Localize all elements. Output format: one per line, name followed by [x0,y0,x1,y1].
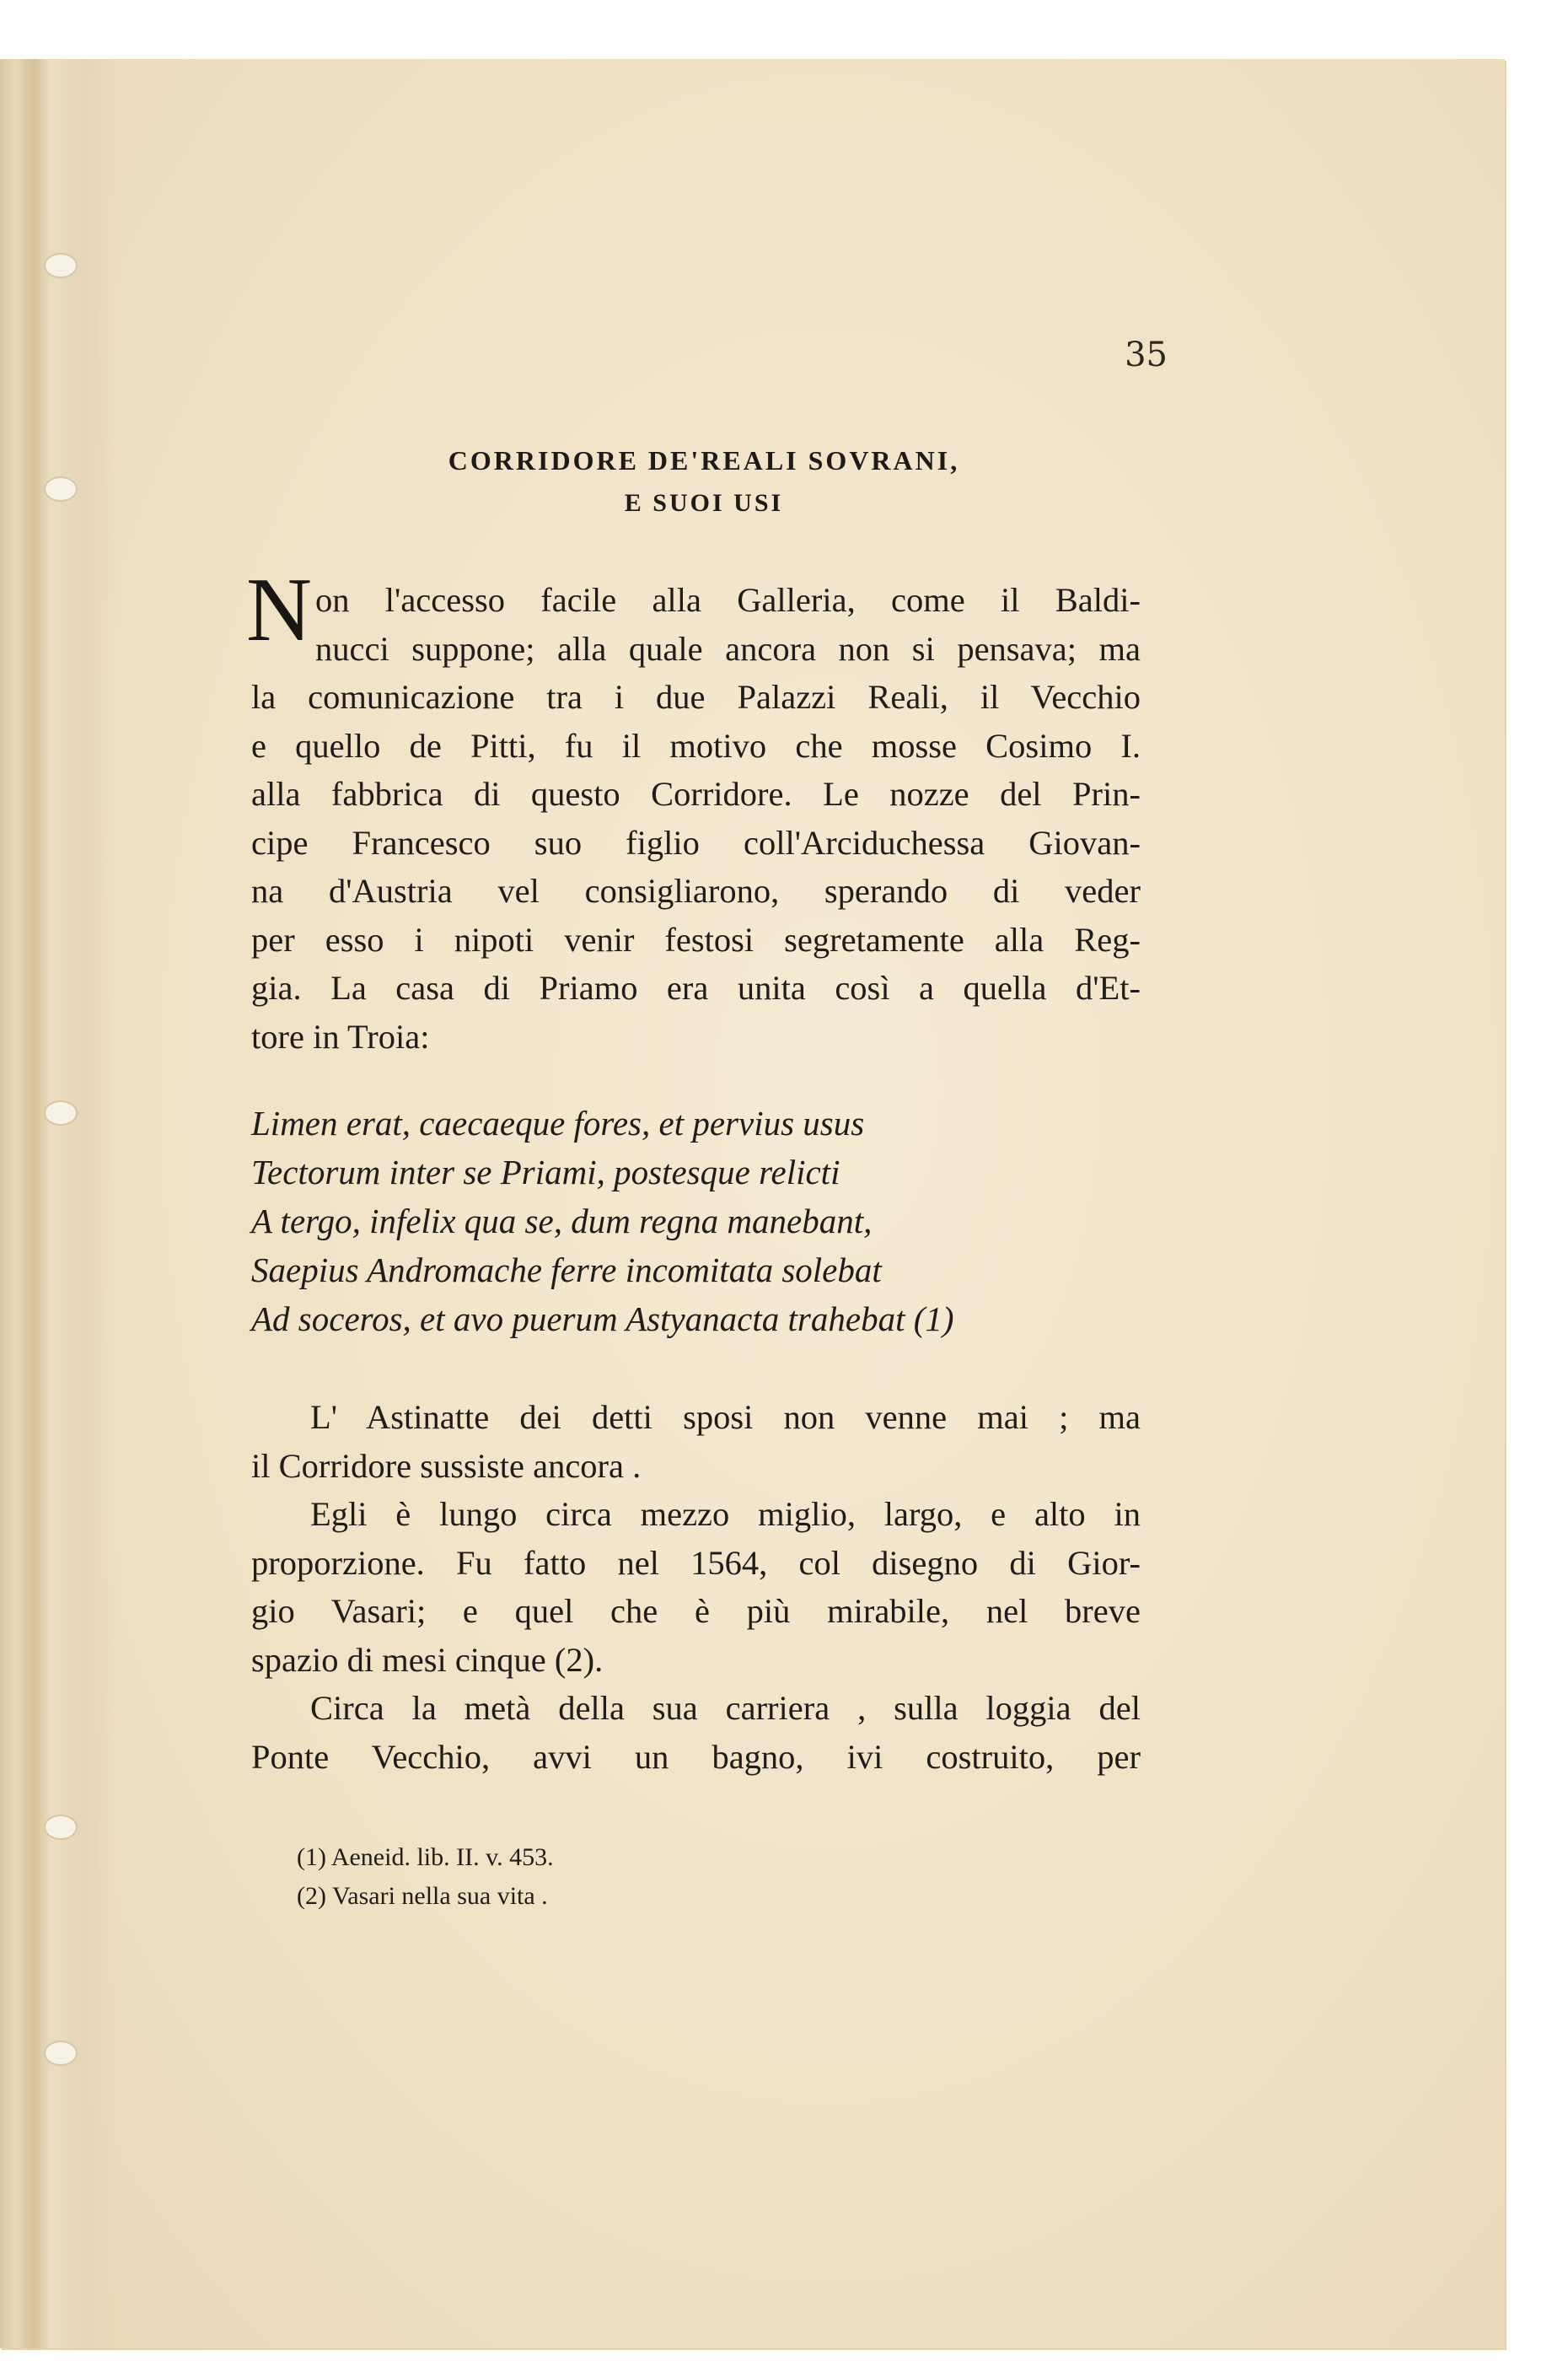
binding-hole [44,1815,78,1840]
binding-hole [44,476,78,502]
second-section [251,1393,1141,1781]
latin-verse [251,1099,1145,1343]
text-line: on l'accesso facile alla Galleria, come il Baldi- [315,581,1141,619]
footnote: (2) Vasari nella sua vita . [297,1882,548,1910]
text-line: Egli è lungo circa mezzo miglio, largo, e alto in [310,1495,1141,1533]
text-line: Ponte Vecchio, avvi un bagno, ivi costruito, per [251,1737,1141,1776]
first-paragraph [246,560,1141,1061]
binding-hole [44,2041,78,2066]
text-line: il Corridore sussiste ancora . [251,1446,642,1485]
text-line: spazio di mesi cinque (2). [251,1640,604,1679]
footnote: (1) Aeneid. lib. II. v. 453. [297,1843,554,1871]
chapter-subtitle: E SUOI USI [624,489,784,517]
text-line: la comunicazione tra i due Palazzi Reali, il Vecchio [251,678,1141,716]
verse-line: Limen erat, caecaeque fores, et pervius usus [251,1104,865,1143]
verse-line: Saepius Andromache ferre incomitata solebat [251,1250,882,1289]
text-line: alla fabbrica di questo Corridore. Le nozze del Prin- [251,775,1141,813]
text-line: L' Astinatte dei detti sposi non venne mai ; ma [310,1398,1141,1436]
text-line: nucci suppone; alla quale ancora non si pensava; ma [315,629,1141,668]
binding-edge [0,59,118,2348]
text-line: gio Vasari; e quel che è più mirabile, nel breve [251,1592,1141,1630]
text-line: proporzione. Fu fatto nel 1564, col disegno di Gior- [251,1543,1141,1582]
drop-cap: N [246,560,312,660]
text-line: gia. La casa di Priamo era unita così a quella d'Et- [251,969,1141,1007]
page-number: 35 [1125,336,1168,374]
verse-line: Tectorum inter se Priami, postesque relicti [251,1153,840,1191]
verse-line: Ad soceros, et avo puerum Astyanacta trahebat (1) [251,1299,954,1338]
text-line: Circa la metà della sua carriera , sulla loggia del [310,1689,1141,1727]
binding-hole [44,1100,78,1126]
footnotes [297,1838,554,1916]
text-line: e quello de Pitti, fu il motivo che mosse Cosimo I. [251,726,1141,765]
chapter-title: CORRIDORE DE'REALI SOVRANI, [448,445,960,476]
text-line: per esso i nipoti venir festosi segretamente alla Reg- [251,920,1141,959]
verse-line: A tergo, infelix qua se, dum regna manebant, [251,1202,873,1240]
text-line: na d'Austria vel consigliarono, sperando di veder [251,872,1141,910]
text-line: tore in Troia: [251,1017,430,1056]
binding-hole [44,253,78,278]
text-line: cipe Francesco suo figlio coll'Arciduchessa Giovan- [251,823,1141,862]
